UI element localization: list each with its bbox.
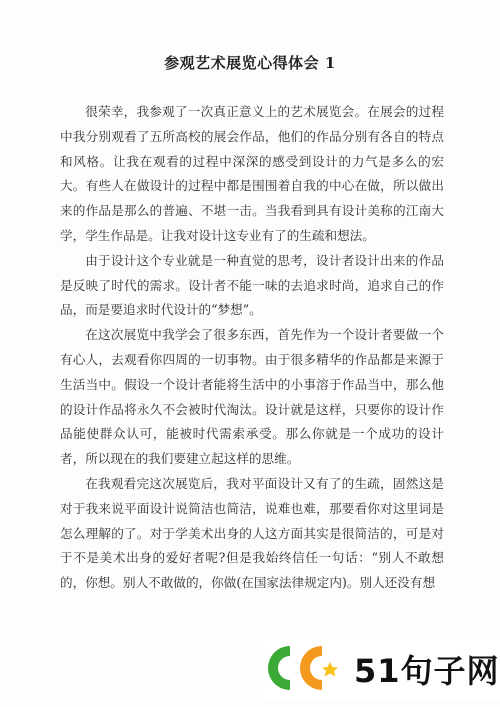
site-name: 51句子网 <box>354 652 500 690</box>
paragraph-4: 在我观看完这次展览后，我对平面设计又有了的生疏，固然这是对于我来说平面设计说简洁也简洁，说难也难，那要看你对这里词是怎么理解的了。对于学美术出身的人这方面其实是很简洁的，可是对于不是美术出身的爱好者呢?但是我始终信任一句话：“别人不敢想的，你想。别人不敢做的，你做(在国家法律规定内)。别人还没有想 <box>60 475 444 591</box>
paragraph-1: 很荣幸，我参观了一次真正意义上的艺术展览会。在展会的过程中我分别观看了五所高校的展会作品，他们的作品分别有各自的特点和风格。让我在观看的过程中深深的感受到设计的力气是多么的宏大。有些人在做设计的过程中都是围围着自我的中心在做，所以做出来的作品是那么的普遍、不堪一击。当我看到具有设计美称的江南大学，学生作品是。让我对设计这专业有了的生疏和想法。 <box>60 104 444 243</box>
paragraph-2: 由于设计这个专业就是一种直觉的思考，设计者设计出来的作品是反映了时代的需求。设计者不能一味的去追求时尚，追求自己的作品，而是要追求时代设计的“梦想”。 <box>60 252 444 318</box>
document-body <box>60 100 444 596</box>
document-title: 参观艺术展览心得体会 1 <box>164 54 336 72</box>
watermark <box>258 634 500 700</box>
paragraph-3: 在这次展览中我学会了很多东西，首先作为一个设计者要做一个有心人，去观看你四周的一切事物。由于很多精华的作品都是来源于生活当中。假设一个设计者能将生活中的小事溶于作品当中，那么他的设计作品将永久不会被时代淘汰。设计就是这样，只要你的设计作品能使群众认可，能被时代需索承受。那么你就是一个成功的设计者，所以现在的我们要建立起这样的思维。 <box>60 327 444 467</box>
site-logo-icon <box>260 638 350 698</box>
